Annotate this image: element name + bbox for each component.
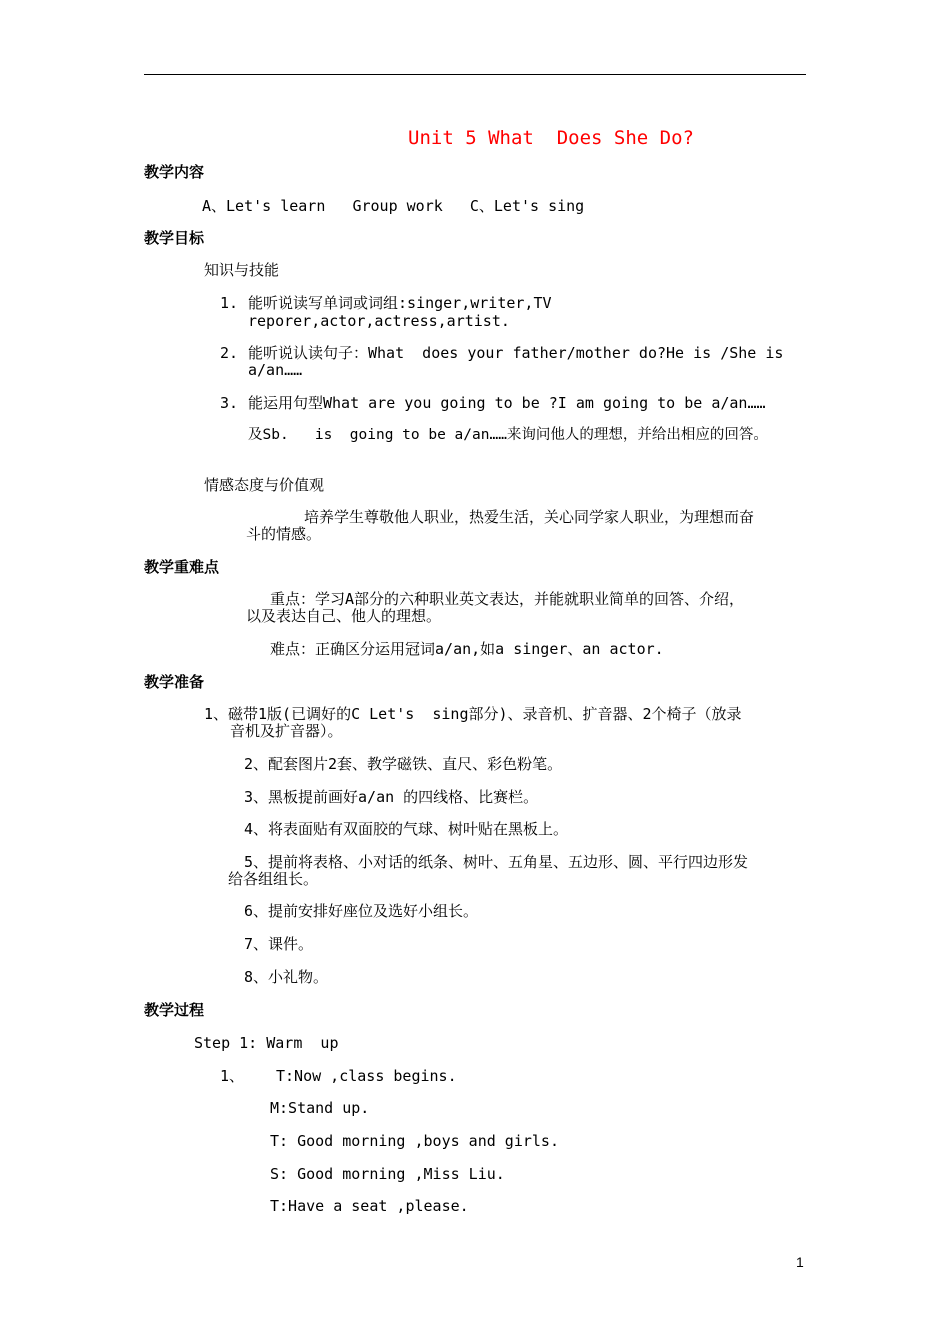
objective-1-line-1: 能听说读写单词或词组:singer,writer,TV: [248, 294, 552, 312]
prep-heading: 教学准备: [144, 673, 205, 691]
objective-2-line-1: 能听说认读句子：What does your father/mother do?He is /She is: [248, 344, 784, 362]
objective-3-number: 3.: [220, 394, 239, 412]
knowledge-heading: 知识与技能: [204, 261, 280, 279]
document-title: Unit 5 What Does She Do?: [408, 127, 694, 149]
dialogue-line-1: T:Now ,class begins.: [276, 1067, 457, 1085]
attitude-heading: 情感态度与价值观: [204, 476, 325, 494]
dialogue-line-2: M:Stand up.: [270, 1099, 370, 1117]
prep-item-1-line-2: 音机及扩音器）。: [230, 722, 343, 740]
content-line: A、Let's learn Group work C、Let's sing: [202, 197, 585, 215]
prep-item-2: 2、配套图片2套、教学磁铁、直尺、彩色粉笔。: [244, 755, 563, 773]
objective-3-line-2: 及Sb. is going to be a/an……来询问他人的理想，并给出相应的回答。: [248, 427, 768, 443]
objective-3-line-1: 能运用句型What are you going to be ?I am going to be a/an……: [248, 394, 766, 412]
prep-item-7: 7、课件。: [244, 935, 314, 953]
page-number: 1: [796, 1254, 804, 1270]
objectives-heading: 教学目标: [144, 229, 205, 247]
attitude-line-2: 斗的情感。: [246, 525, 322, 543]
objective-1-number: 1.: [220, 294, 239, 312]
difficult-point-line: 难点：正确区分运用冠词a/an,如a singer、an actor.: [270, 640, 664, 658]
step-1-heading: Step 1: Warm up: [194, 1034, 339, 1052]
dialogue-line-3: T: Good morning ,boys and girls.: [270, 1132, 559, 1150]
dialogue-line-5: T:Have a seat ,please.: [270, 1197, 469, 1215]
content-heading: 教学内容: [144, 163, 205, 181]
objective-1-line-2: reporer,actor,actress,artist.: [248, 312, 510, 330]
dialogue-line-4: S: Good morning ,Miss Liu.: [270, 1165, 505, 1183]
objective-2-line-2: a/an……: [248, 361, 303, 379]
prep-item-5-line-1: 5、提前将表格、小对话的纸条、树叶、五角星、五边形、圆、平行四边形发: [244, 853, 749, 871]
key-point-line-2: 以及表达自己、他人的理想。: [246, 607, 442, 625]
objective-2-number: 2.: [220, 344, 239, 362]
prep-item-1-line-1: 1、磁带1版(已调好的C Let's sing部分)、录音机、扩音器、2个椅子（放录: [204, 705, 742, 723]
keypoints-heading: 教学重难点: [144, 558, 220, 576]
prep-item-3: 3、黑板提前画好a/an 的四线格、比赛栏。: [244, 788, 539, 806]
prep-item-8: 8、小礼物。: [244, 968, 329, 986]
dialogue-number: 1、: [220, 1067, 245, 1085]
attitude-line-1: 培养学生尊敬他人职业，热爱生活，关心同学家人职业，为理想而奋: [304, 508, 755, 526]
prep-item-6: 6、提前安排好座位及选好小组长。: [244, 902, 479, 920]
header-rule: [144, 74, 806, 75]
process-heading: 教学过程: [144, 1001, 205, 1019]
prep-item-4: 4、将表面贴有双面胶的气球、树叶贴在黑板上。: [244, 820, 569, 838]
prep-item-5-line-2: 给各组组长。: [228, 870, 319, 888]
key-point-line-1: 重点：学习A部分的六种职业英文表达，并能就职业简单的回答、介绍，: [270, 590, 745, 608]
